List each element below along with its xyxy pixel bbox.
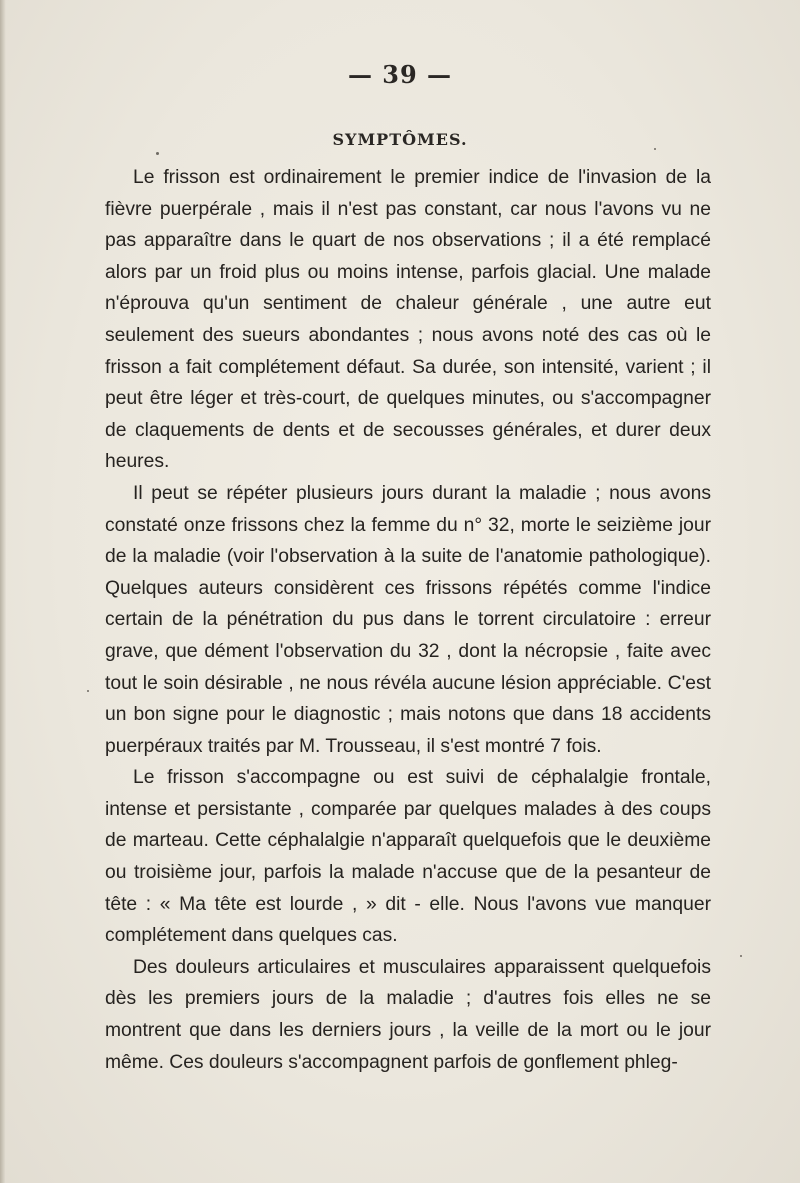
ink-speck [740,955,742,957]
paragraph: Le frisson s'accompagne ou est suivi de céphalalgie frontale, intense et persistante , comparée par quelques malades à des coups de marteau. Cette céphalalgie n'apparaît quelquefois que le deuxième ou troisième jour, parfois la malade n'accuse que de la pesanteur de tête : « Ma tête est lourde , » dit - elle. Nous l'avons vue manquer complétement dans quelques cas. [105,767,711,947]
page-number: — 39 — [347,60,453,89]
paragraph: Il peut se répéter plusieurs jours durant la maladie ; nous avons constaté onze frissons chez la femme du n° 32, morte le seizième jour de la maladie (voir l'observation à la suite de l'anatomie pathologique). Quelques auteurs considèrent ces frissons répétés comme l'indice certain de la pénétration du pus dans le torrent circulatoire : erreur grave, que dément l'observation du 32 , dont la nécropsie , faite avec tout le soin désirable , ne nous révéla aucune lésion appréciable. C'est un bon signe pour le diagnostic ; mais notons que dans 18 accidents puerpéraux traités par M. Trousseau, il s'est montré 7 fois. [105,482,711,757]
paragraph: Des douleurs articulaires et musculaires apparaissent quelquefois dès les premiers jours de la maladie ; d'autres fois elles ne se montrent que dans les derniers jours , la veille de la mort ou le jour même. Ces douleurs s'accompagnent parfois de gonflement phleg- [105,956,711,1073]
ink-speck [654,148,656,150]
paragraph: Le frisson est ordinairement le premier indice de l'invasion de la fièvre puerpérale , mais il n'est pas constant, car nous l'avons vu ne pas apparaître dans le quart de nos observations ; il a été remplacé alors par un froid plus ou moins intense, parfois glacial. Une malade n'éprouva qu'un sentiment de chaleur générale , une autre eut seulement des sueurs abondantes ; nous avons noté des cas où le frisson a fait complétement défaut. Sa durée, son intensité, varient ; il peut être léger et très-court, de quelques minutes, ou s'accompagner de claquements de dents et de secousses générales, et durer deux heures. [105,167,711,473]
ink-speck [87,690,89,692]
page-binding-edge [0,0,6,1183]
ink-speck [156,152,159,155]
section-title: SYMPTÔMES. [332,130,468,149]
body-text [105,162,711,1078]
